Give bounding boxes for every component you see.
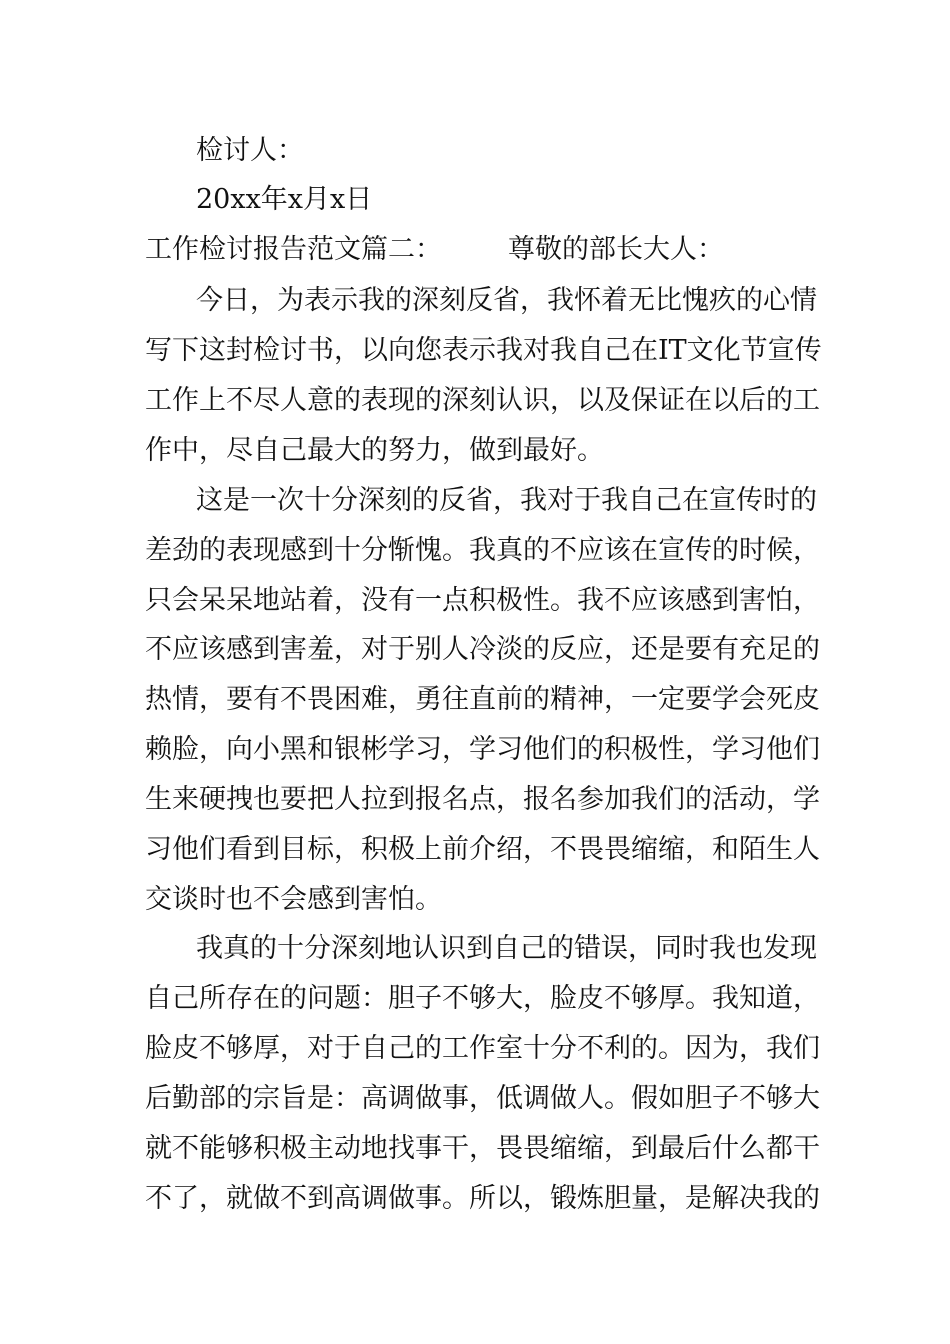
paragraph-line: 今日，为表示我的深刻反省，我怀着无比愧疚的心情 <box>196 285 817 316</box>
paragraph-line: 只会呆呆地站着，没有一点积极性。我不应该感到害怕， <box>145 585 820 616</box>
paragraph-line: 就不能够积极主动地找事干，畏畏缩缩，到最后什么都干 <box>145 1133 820 1164</box>
paragraph-line: 脸皮不够厚，对于自己的工作室十分不利的。因为，我们 <box>145 1033 820 1064</box>
salutation: 尊敬的部长大人： <box>508 234 724 265</box>
paragraph-line: 交谈时也不会感到害怕。 <box>145 884 442 915</box>
paragraph-line: 差劲的表现感到十分惭愧。我真的不应该在宣传的时候， <box>145 535 820 566</box>
paragraph-line: 不了，就做不到高调做事。所以，锻炼胆量，是解决我的 <box>145 1183 820 1214</box>
paragraph-line: 不应该感到害羞，对于别人冷淡的反应，还是要有充足的 <box>145 634 820 665</box>
paragraph-line: 生来硬拽也要把人拉到报名点，报名参加我们的活动，学 <box>145 784 820 815</box>
paragraph-line: 后勤部的宗旨是：高调做事，低调做人。假如胆子不够大 <box>145 1083 820 1114</box>
signatory-label: 检讨人： <box>196 135 304 166</box>
paragraph-line: 热情，要有不畏困难，勇往直前的精神，一定要学会死皮 <box>145 684 820 715</box>
paragraph-line: 自己所存在的问题：胆子不够大，脸皮不够厚。我知道， <box>145 983 820 1014</box>
section-title: 工作检讨报告范文篇二： <box>145 234 442 265</box>
signature-date: 20xx年x月x日 <box>196 184 373 215</box>
section-heading-row <box>145 232 815 268</box>
paragraph-line: 赖脸，向小黑和银彬学习，学习他们的积极性，学习他们 <box>145 734 820 765</box>
paragraph-line: 习他们看到目标，积极上前介绍，不畏畏缩缩，和陌生人 <box>145 834 820 865</box>
paragraph-line: 工作上不尽人意的表现的深刻认识，以及保证在以后的工 <box>145 385 820 416</box>
paragraph-line: 作中，尽自己最大的努力，做到最好。 <box>145 435 604 466</box>
paragraph-line: 写下这封检讨书，以向您表示我对我自己在IT文化节宣传 <box>145 335 822 366</box>
paragraph-line: 我真的十分深刻地认识到自己的错误，同时我也发现 <box>196 933 817 964</box>
paragraph-line: 这是一次十分深刻的反省，我对于我自己在宣传时的 <box>196 485 817 516</box>
